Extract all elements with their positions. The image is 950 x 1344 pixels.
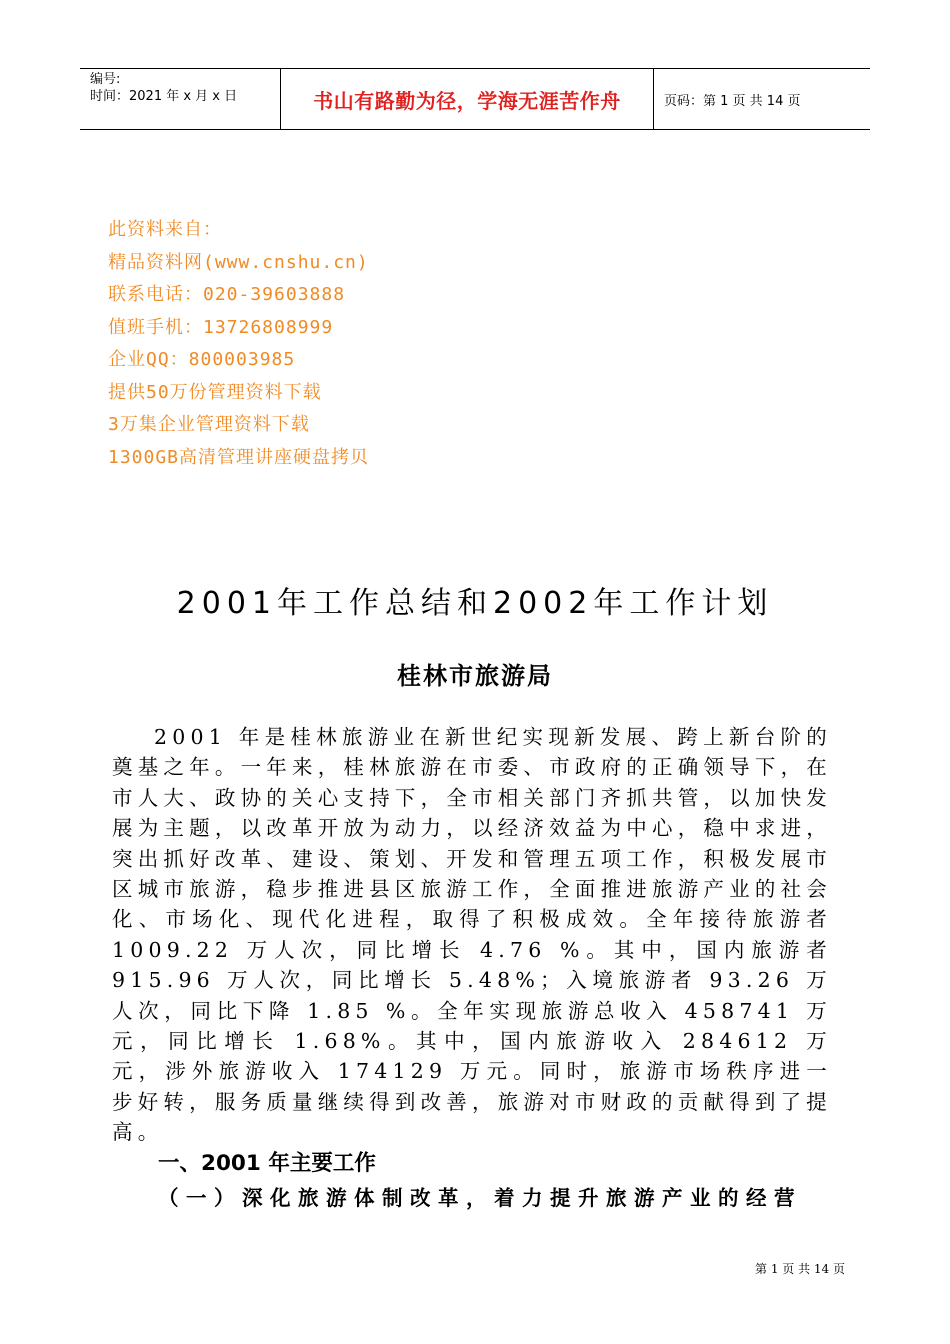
source-line: 联系电话：020-39603888	[108, 284, 346, 305]
document-author: 桂林市旅游局	[397, 662, 553, 690]
source-line: 精品资料网(www.cnshu.cn)	[108, 251, 369, 273]
source-line: 提供50万份管理资料下载	[108, 381, 322, 403]
page-footer: 第 1 页 共 14 页	[755, 1262, 845, 1276]
document-title: 2001年工作总结和2002年工作计划	[176, 586, 774, 621]
header-meta	[80, 69, 281, 129]
subsection-heading: （一）深化旅游体制改革，着力提升旅游产业的经营	[158, 1186, 802, 1210]
source-line: 值班手机：13726808999	[108, 316, 334, 338]
source-line: 此资料来自：	[108, 219, 222, 240]
header-motto: 书山有路勤为径，学海无涯苦作舟	[281, 69, 654, 129]
source-line: 企业QQ：800003985	[108, 349, 296, 370]
serial-label: 编号:	[90, 72, 121, 87]
source-info-block	[108, 214, 369, 474]
time-label: 时间：2021 年 x 月 x 日	[90, 89, 238, 104]
section-heading: 一、2001 年主要工作	[158, 1151, 376, 1176]
body-paragraph: 2001 年是桂林旅游业在新世纪实现新发展、跨上新台阶的奠基之年。一年来，桂林旅游在市委、市政府的正确领导下，在市人大、政协的关心支持下，全市相关部门齐抓共管，以加快发展为主题，以改革开放为动力，以经济效益为中心，稳中求进，突出抓好改革、建设、策划、开发和管理五项工作，积极发展市区城市旅游，稳步推进县区旅游工作，全面推进旅游产业的社会化、市场化、现代化进程，取得了积极成效。全年接待旅游者 1009.22 万人次，同比增长 4.76 %。其中，国内旅游者 915.96 万人次，同比增长 5.48%；入境旅游者 93.26 万人次，同比下降 1.85 %。全年实现旅游总收入 458741 万元，同比增长 1.68%。其中，国内旅游收入 284612 万元，涉外旅游收入 174129 万元。同时，旅游市场秩序进一步好转，服务质量继续得到改善，旅游对市财政的贡献得到了提高。	[112, 725, 832, 1145]
document-body	[112, 722, 832, 1148]
header-page-label: 页码：第 1 页 共 14 页	[664, 93, 801, 109]
page-header	[80, 68, 870, 130]
source-line: 1300GB高清管理讲座硬盘拷贝	[108, 446, 370, 468]
source-line: 3万集企业管理资料下载	[108, 414, 310, 435]
